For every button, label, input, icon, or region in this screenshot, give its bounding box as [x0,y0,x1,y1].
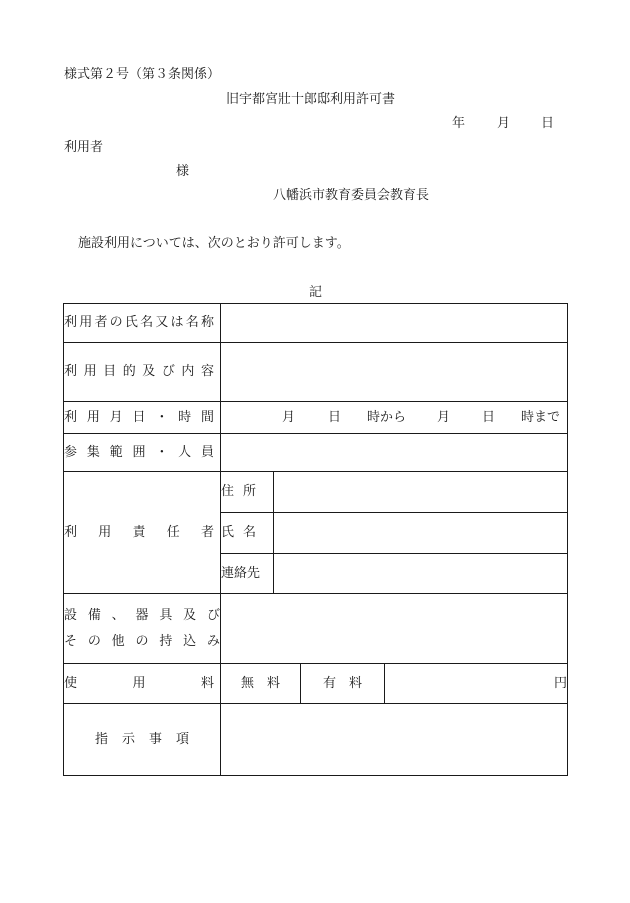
instructions-char-3: 事 [149,731,163,747]
option-free[interactable]: 無 料 [221,664,301,704]
datetime-char-2: 用 [86,409,100,425]
responsible-char-3: 責 [132,524,146,540]
fee-char-1: 使 [64,675,78,691]
equipment-l2-char-2: の [87,633,101,649]
dt-to: 時まで [520,409,560,425]
field-fee-amount[interactable]: 円 [385,664,568,704]
instructions-char-4: 項 [176,731,190,747]
attendees-char-5: ・ [155,444,169,460]
datetime-char-3: 月 [109,409,123,425]
equipment-l2-char-7: み [206,633,220,649]
option-paid[interactable]: 有 料 [301,664,385,704]
user-label: 利用者 [64,140,104,155]
dt-day-2: 日 [481,409,495,425]
datetime-char-5: ・ [155,409,169,425]
attendees-char-7: 員 [200,444,214,460]
attendees-char-1: 参 [64,444,78,460]
field-address[interactable] [274,472,568,513]
label-name [221,513,274,554]
label-datetime [64,402,221,434]
responsible-char-4: 任 [166,524,180,540]
label-attendees [64,434,221,472]
equipment-l2-char-6: 込 [183,633,197,649]
honorific-sama: 様 [176,164,190,179]
attendees-char-4: 囲 [132,444,146,460]
user-name-char-4: の [109,315,123,330]
user-name-char-10: 称 [200,315,214,330]
label-contact: 連絡先 [221,554,274,594]
address-char-2: 所 [243,484,257,499]
fee-char-3: 料 [200,675,214,691]
label-purpose [64,343,221,402]
purpose-char-7: 内 [181,364,195,379]
datetime-char-6: 時 [178,409,192,425]
responsible-char-5: 者 [200,524,214,540]
instructions-char-2: 示 [121,731,135,747]
equipment-l1-char-1: 設 [64,607,78,623]
dt-month-1: 月 [281,409,295,425]
name-char-2: 名 [243,525,257,540]
label-user-name [64,304,221,343]
date-month: 月 [497,116,511,131]
equipment-l1-char-2: 備 [87,607,101,623]
user-name-char-2: 用 [79,315,93,330]
dt-month-2: 月 [436,409,450,425]
label-instructions [64,704,221,776]
date-year: 年 [452,116,466,131]
dt-day-1: 日 [327,409,341,425]
name-char-1: 氏 [221,525,235,540]
instructions-char-1: 指 [94,731,108,747]
permission-statement: 施設利用については、次のとおり許可します。 [78,236,350,251]
field-instructions[interactable] [221,704,568,776]
field-contact[interactable] [274,554,568,594]
issue-date [452,116,554,132]
document-title: 旧宇都宮壯十郎邸利用許可書 [226,92,396,107]
row-fee [64,664,568,704]
equipment-l2-char-3: 他 [111,633,125,649]
purpose-char-2: 用 [83,364,97,379]
label-responsible [64,472,221,594]
purpose-char-1: 利 [64,364,78,379]
issuer-name: 八幡浜市教育委員会教育長 [273,188,430,203]
field-attendees[interactable] [221,434,568,472]
user-name-char-9: 名 [185,315,199,330]
attendees-char-3: 範 [109,444,123,460]
row-instructions [64,704,568,776]
field-purpose[interactable] [221,343,568,402]
purpose-char-3: 目 [103,364,117,379]
field-user-name[interactable] [221,304,568,343]
user-name-char-1: 利 [64,315,78,330]
datetime-char-4: 日 [132,409,146,425]
equipment-l2-char-1: そ [64,633,78,649]
label-fee [64,664,221,704]
responsible-char-2: 用 [98,524,112,540]
equipment-l1-char-7: び [206,607,220,623]
row-datetime [64,402,568,434]
equipment-l1-char-3: 、 [111,607,125,623]
field-equipment[interactable] [221,594,568,664]
user-name-char-5: 氏 [124,315,138,330]
equipment-l1-char-4: 器 [135,607,149,623]
date-day: 日 [541,116,555,131]
purpose-char-8: 容 [200,364,214,379]
label-address [221,472,274,513]
user-name-char-6: 名 [140,315,154,330]
equipment-l2-char-5: 持 [159,633,173,649]
responsible-char-1: 利 [64,524,78,540]
purpose-char-4: 的 [122,364,136,379]
row-address [64,472,568,513]
purpose-char-6: び [161,364,175,379]
attendees-char-2: 集 [86,444,100,460]
row-user-name [64,304,568,343]
datetime-char-1: 利 [64,409,78,425]
row-purpose [64,343,568,402]
row-attendees [64,434,568,472]
user-name-char-7: 又 [155,315,169,330]
equipment-l1-char-5: 具 [159,607,173,623]
field-datetime[interactable] [221,402,568,434]
datetime-char-7: 間 [200,409,214,425]
attendees-char-6: 人 [178,444,192,460]
fee-char-2: 用 [132,675,146,691]
equipment-l1-char-6: 及 [183,607,197,623]
ki-heading: 記 [309,285,323,300]
address-char-1: 住 [221,484,235,499]
permit-form-table [63,303,568,776]
dt-from: 時から [366,409,406,425]
equipment-l2-char-4: の [135,633,149,649]
field-name[interactable] [274,513,568,554]
user-name-char-8: は [170,315,184,330]
user-name-char-3: 者 [94,315,108,330]
row-equipment [64,594,568,664]
form-number: 様式第２号（第３条関係） [64,67,221,82]
purpose-char-5: 及 [142,364,156,379]
label-equipment [64,594,221,664]
